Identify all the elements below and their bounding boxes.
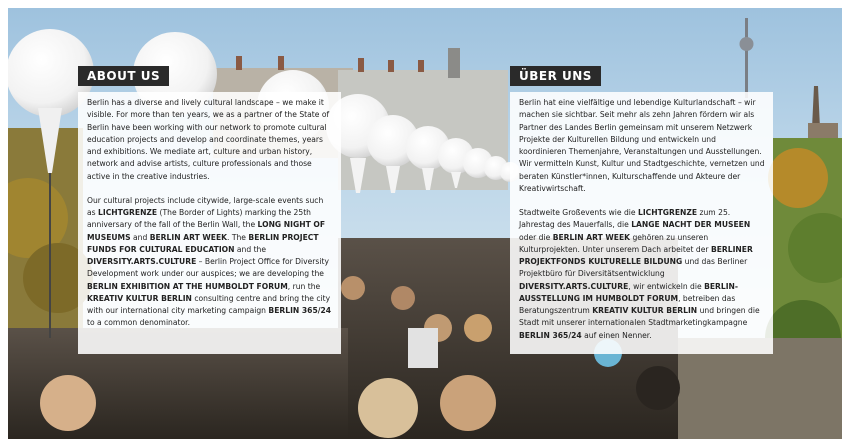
ueber-uns-heading: ÜBER UNS — [510, 66, 601, 86]
highlighted-project-name: BERLIN ART WEEK — [149, 232, 228, 242]
text-segment: Stadtweite Großevents wie die — [519, 208, 638, 217]
about-us-projects — [87, 195, 333, 330]
text-segment: (The Border of Lights) marking the 25th anniversary of the fall of the Berlin Wall, the — [87, 208, 311, 230]
text-segment: and the — [234, 244, 267, 254]
about-us-panel — [78, 92, 341, 354]
text-segment: . The — [227, 232, 249, 242]
text-segment: Our cultural projects include citywide, large-scale events such as — [87, 195, 324, 217]
highlighted-project-name: BERLIN 365/24 — [519, 330, 582, 340]
text-segment: und bringen die Stadt mit unserer internationalen Stadtmarketingkampagne — [519, 306, 760, 328]
text-segment: , run the — [287, 281, 321, 291]
ueber-uns-panel — [510, 92, 773, 354]
text-segment: – Berlin Project Office for Diversity Development work under our auspices; we are developing the — [87, 257, 329, 279]
highlighted-project-name: BERLIN 365/24 — [268, 306, 332, 315]
ueber-uns-intro: Berlin hat eine vielfältige und lebendige Kulturlandschaft – wir machen sie sichtbar. Seit mehr als zehn Jahren fördern wir als Partner des Landes Berlin gemeinsam mit unserem Netzwerk Projekte der Kulturellen Bildung und entwickeln und koordinieren Themenjahre, Veranstaltungen und Ausstellungen. Wir vermitteln Kunst, Kultur und Stadtgeschichte, vernetzen und beraten Künstler*innen, Kulturschaffende und Akteure der Kreativwirtschaft. — [519, 98, 765, 193]
highlighted-project-name: BERLIN-AUSSTELLUNG IM HUMBOLDT FORUM — [519, 281, 739, 303]
highlighted-project-name: BERLIN ART WEEK — [552, 232, 631, 242]
text-segment: zum 25. Jahrestag des Mauerfalls, die — [519, 208, 731, 230]
highlighted-project-name: KREATIV KULTUR BERLIN — [592, 306, 698, 315]
highlighted-project-name: KREATIV KULTUR BERLIN — [87, 293, 192, 303]
highlighted-project-name: LICHTGRENZE — [98, 208, 158, 217]
highlighted-project-name: BERLINER PROJEKTFONDS KULTURELLE BILDUNG — [519, 244, 753, 266]
about-us-intro: Berlin has a diverse and lively cultural landscape – we make it visible. For more than ten years, we as a partner of the State of Berlin have been working with our network to promote cultural education projects and develop and coordinate themes, years and exhibitions. We mediate art, culture and urban history, network and advise artists, culture professionals and those active in the creative industries. — [87, 98, 330, 181]
page — [8, 8, 842, 439]
highlighted-project-name: LONG NIGHT OF MUSEUMS — [87, 220, 326, 242]
highlighted-project-name: DIVERSITY.ARTS.CULTURE — [87, 257, 197, 266]
text-segment: gehören zu unseren Kulturprojekten. Unter unserem Dach arbeitet der — [519, 232, 711, 254]
text-segment: und das Berliner Projektbüro für Diversitätsentwicklung — [519, 257, 748, 279]
text-segment: auf einen Nenner. — [581, 330, 652, 340]
text-segment: to a common denominator. — [87, 318, 190, 328]
text-segment: consulting centre and bring the city with our international city marketing campaign — [87, 293, 331, 315]
text-segment: oder die — [519, 232, 553, 242]
highlighted-project-name: BERLIN PROJECT FUNDS FOR CULTURAL EDUCATION — [87, 232, 319, 254]
highlighted-project-name: BERLIN EXHIBITION AT THE HUMBOLDT FORUM — [87, 281, 288, 291]
text-segment: , betreiben das Beratungszentrum — [519, 293, 736, 315]
text-segment: and — [130, 232, 150, 242]
text-segment: , wir entwickeln die — [628, 281, 705, 291]
highlighted-project-name: LANGE NACHT DER MUSEEN — [631, 220, 751, 230]
highlighted-project-name: DIVERSITY.ARTS.CULTURE — [519, 281, 629, 291]
about-us-heading: ABOUT US — [78, 66, 169, 86]
highlighted-project-name: LICHTGRENZE — [638, 208, 698, 217]
ueber-uns-projects — [519, 207, 765, 342]
